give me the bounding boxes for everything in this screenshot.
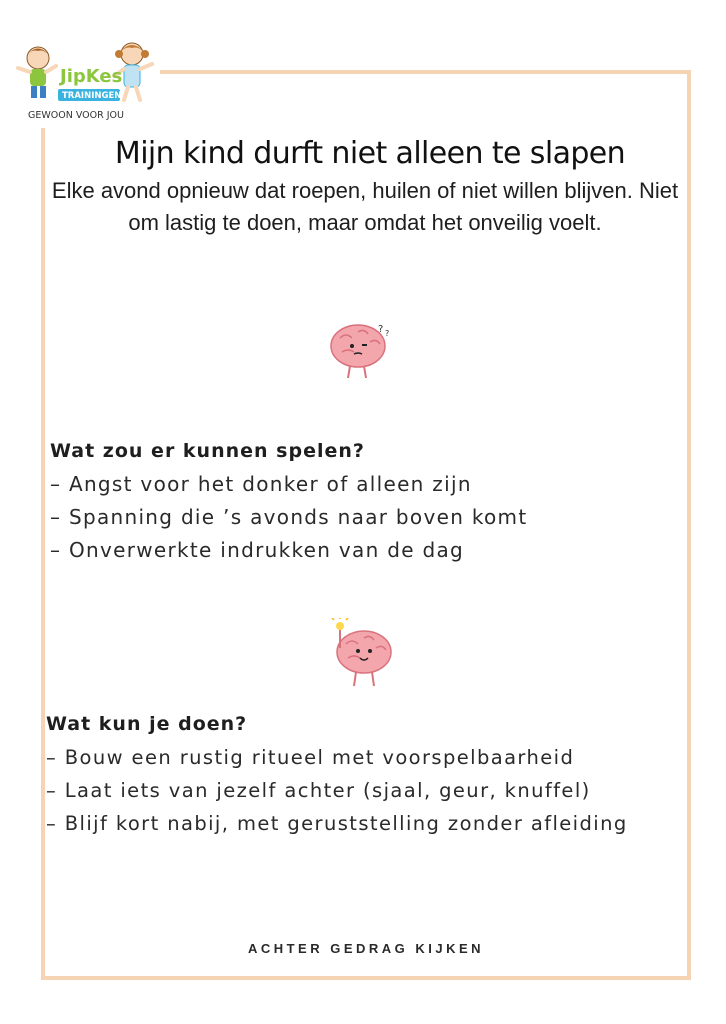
list-item: – Bouw een rustig ritueel met voorspelbaarheid — [46, 746, 575, 769]
logo-brand: JipKes — [60, 66, 123, 87]
list-item: – Blijf kort nabij, met geruststelling zonder afleiding — [46, 812, 628, 835]
idea-brain-icon — [328, 618, 398, 694]
footer-tagline: ACHTER GEDRAG KIJKEN — [247, 941, 485, 956]
list-item: – Spanning die ’s avonds naar boven komt — [50, 505, 528, 529]
intro-text: Elke avond opnieuw dat roepen, huilen of niet willen blijven. Niet om lastig te doen, maar omdat het onveilig voelt. — [51, 178, 679, 235]
confused-brain-icon — [328, 318, 398, 386]
logo — [10, 38, 160, 128]
logo-sub: TRAININGEN — [62, 91, 122, 101]
section-causes-heading: Wat zou er kunnen spelen? — [50, 440, 365, 462]
svg-text:?: ? — [378, 324, 384, 335]
page-title: Mijn kind durft niet alleen te slapen — [114, 136, 626, 171]
section-causes — [50, 434, 527, 567]
svg-text:?: ? — [385, 329, 390, 338]
section-actions-heading: Wat kun je doen? — [46, 713, 248, 735]
logo-tagline: GEWOON VOOR JOU — [28, 110, 124, 121]
list-item: – Angst voor het donker of alleen zijn — [50, 472, 472, 496]
list-item: – Laat iets van jezelf achter (sjaal, geur, knuffel) — [46, 779, 591, 802]
list-item: – Onverwerkte indrukken van de dag — [50, 538, 465, 562]
section-actions — [46, 707, 646, 840]
